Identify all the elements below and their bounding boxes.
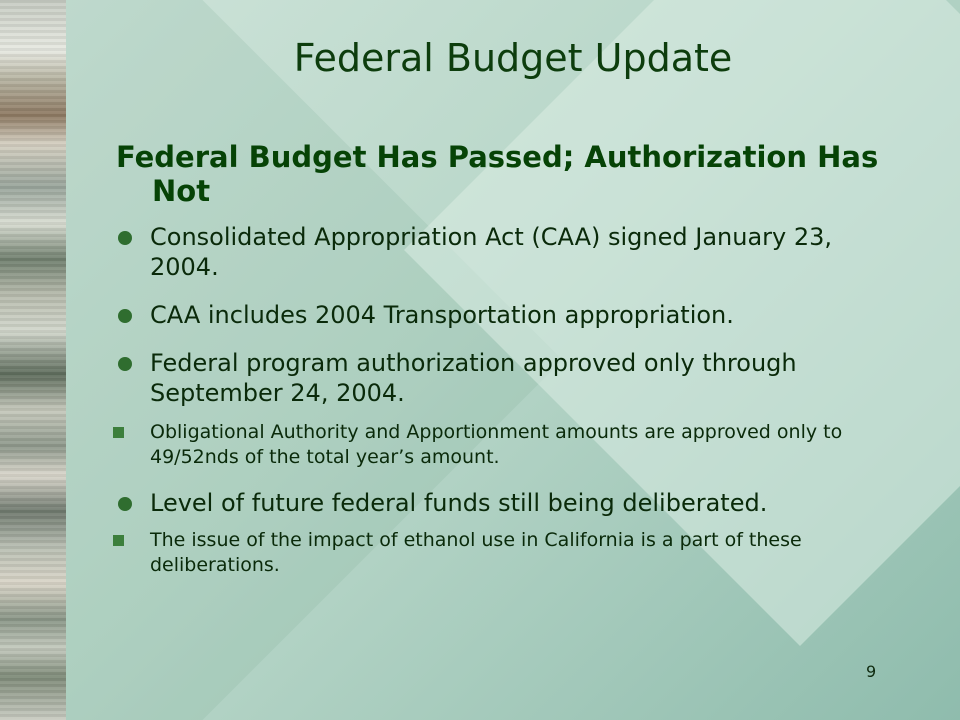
- bullet-text: Consolidated Appropriation Act (CAA) signed January 23, 2004.: [150, 223, 833, 281]
- bullet-item: [116, 488, 906, 518]
- slide-title: Federal Budget Update: [293, 36, 733, 80]
- bullet-text: CAA includes 2004 Transportation appropriation.: [150, 301, 734, 329]
- money-image-strip: [0, 0, 66, 720]
- sub-bullet-text: Obligational Authority and Apportionment amounts are approved only to 49/52nds of the total year’s amount.: [150, 421, 843, 468]
- bullet-dot-icon: [118, 357, 132, 371]
- bullet-item: [116, 348, 906, 408]
- bullet-item: [116, 300, 906, 330]
- bullet-item: [116, 222, 906, 282]
- sub-bullet-text: The issue of the impact of ethanol use in California is a part of these deliberations.: [150, 529, 802, 576]
- slide-content: [116, 140, 906, 596]
- bullet-dot-icon: [118, 309, 132, 323]
- bullet-dot-icon: [118, 497, 132, 511]
- page-number: 9: [866, 662, 877, 681]
- sub-bullet-item: [62, 528, 906, 578]
- bullet-dot-icon: [118, 231, 132, 245]
- bullet-text: Level of future federal funds still being deliberated.: [150, 489, 768, 517]
- sub-bullet-item: [62, 420, 906, 470]
- slide-subtitle: Federal Budget Has Passed; Authorization Has Not: [116, 140, 879, 208]
- sub-bullet-square-icon: [113, 535, 124, 546]
- bullet-text: Federal program authorization approved only through September 24, 2004.: [150, 349, 797, 407]
- sub-bullet-square-icon: [113, 427, 124, 438]
